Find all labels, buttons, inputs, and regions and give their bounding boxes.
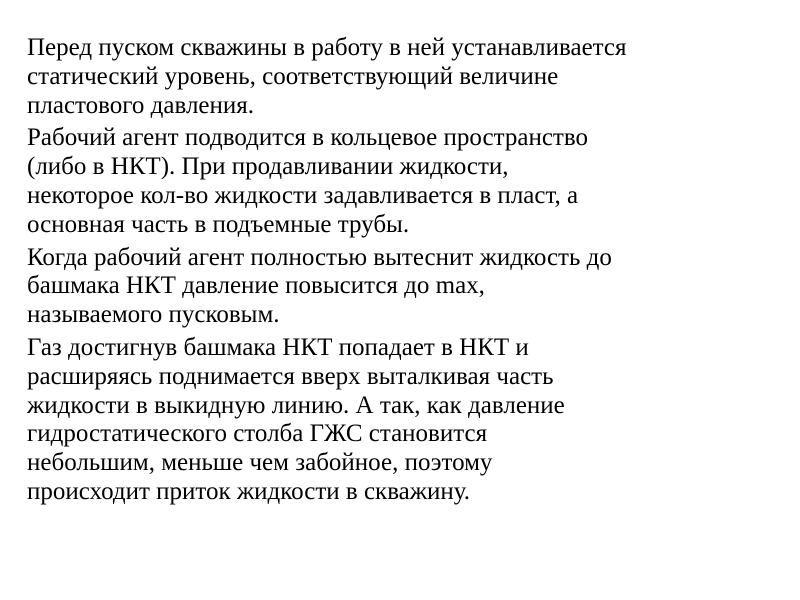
text-line: некоторое кол-во жидкости задавливается в пласт, а [27, 181, 579, 209]
text-line: Перед пуском скважины в работу в ней устанавливается [27, 34, 627, 61]
text-line: жидкости в выкидную линию. А так, как давление [27, 391, 565, 419]
text-line: Рабочий агент подводится в кольцевое пространство [27, 124, 588, 152]
paragraph-gas-lift-inflow [27, 334, 767, 507]
text-line: расширяясь поднимается вверх выталкивая часть [27, 362, 554, 390]
paragraph-startup-static-level [27, 34, 767, 120]
paragraph-working-agent-supply [27, 124, 767, 239]
text-line: основная часть в подъемные трубы. [27, 210, 410, 238]
text-line: небольшим, меньше чем забойное, поэтому [27, 449, 493, 477]
text-line: пластового давления. [27, 91, 255, 119]
paragraph-starting-pressure [27, 244, 767, 330]
text-line: башмака НКТ давление повысится до max, [27, 272, 485, 300]
text-line: Когда рабочий агент полностью вытеснит жидкость до [27, 243, 612, 271]
text-line: гидростатического столба ГЖС становится [27, 420, 488, 448]
text-line: происходит приток жидкости в скважину. [27, 477, 471, 505]
text-line: называемого пусковым. [27, 301, 280, 329]
text-line: (либо в НКТ). При продавливании жидкости, [27, 153, 509, 181]
text-line: Газ достигнув башмака НКТ попадает в НКТ и [27, 333, 529, 361]
text-line: статический уровень, соответствующий величине [27, 62, 559, 90]
slide-text-body [27, 34, 767, 511]
